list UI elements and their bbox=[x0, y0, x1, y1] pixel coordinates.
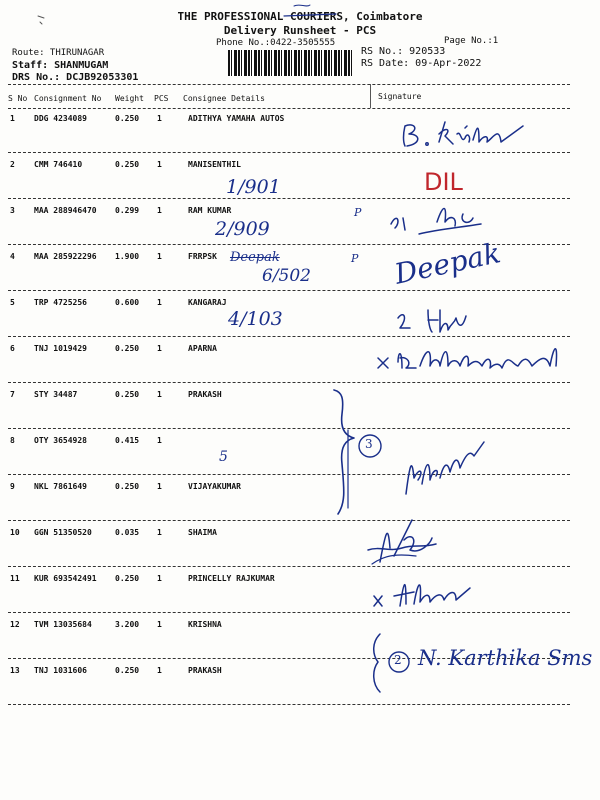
handwritten-note-row-3: 2/909 bbox=[215, 218, 270, 240]
cell-weight: 0.250 bbox=[115, 574, 140, 583]
cell-consignment: MAA 285922296 bbox=[34, 252, 97, 261]
cell-consignment: GGN 51350520 bbox=[34, 528, 92, 537]
cell-consignment: STY 34487 bbox=[34, 390, 78, 399]
handwritten-note-row-8: 5 bbox=[219, 449, 228, 465]
cell-consignment: TNJ 1031606 bbox=[34, 666, 87, 675]
cell-consignment: TVM 13035684 bbox=[34, 620, 92, 629]
pen-correction-mark bbox=[280, 2, 340, 20]
cell-weight: 0.600 bbox=[115, 298, 140, 307]
cell-pcs: 1 bbox=[157, 574, 162, 583]
cell-sno: 1 bbox=[10, 114, 15, 123]
cell-pcs: 1 bbox=[157, 344, 162, 353]
cell-consignment: TNJ 1019429 bbox=[34, 344, 87, 353]
col-consignment: Consignment No bbox=[34, 94, 102, 103]
cell-sno: 13 bbox=[10, 666, 20, 675]
cell-sno: 11 bbox=[10, 574, 20, 583]
cell-consignee: APARNA bbox=[188, 344, 217, 353]
cell-sno: 7 bbox=[10, 390, 15, 399]
signature-column-divider bbox=[370, 84, 371, 108]
cell-consignee: KRISHNA bbox=[188, 620, 222, 629]
staff: Staff: SHANMUGAM bbox=[12, 60, 109, 71]
group-count: 3 bbox=[365, 437, 373, 451]
cell-consignment: TRP 4725256 bbox=[34, 298, 87, 307]
runsheet-subtitle: Delivery Runsheet - PCS bbox=[223, 24, 377, 37]
col-weight: Weight bbox=[115, 94, 144, 103]
cell-weight: 0.415 bbox=[115, 436, 140, 445]
cell-pcs: 1 bbox=[157, 666, 162, 675]
cell-pcs: 1 bbox=[157, 620, 162, 629]
cell-weight: 0.250 bbox=[115, 482, 140, 491]
mark-row-4: P bbox=[351, 252, 359, 265]
cell-sno: 10 bbox=[10, 528, 20, 537]
drs-number: DRS No.: DCJB92053301 bbox=[12, 72, 139, 83]
cell-consignee: FRRPSK bbox=[188, 252, 217, 261]
cell-weight: 0.299 bbox=[115, 206, 140, 215]
signature-row-6 bbox=[372, 336, 577, 382]
cell-weight: 0.035 bbox=[115, 528, 140, 537]
col-signature: Signature bbox=[378, 92, 422, 101]
row-separator bbox=[8, 520, 570, 521]
signature-count: 2 bbox=[394, 653, 402, 667]
cell-consignee: KANGARAJ bbox=[188, 298, 227, 307]
cell-sno: 6 bbox=[10, 344, 15, 353]
cell-weight: 0.250 bbox=[115, 666, 140, 675]
signature-row-3 bbox=[385, 200, 505, 242]
signature-row-12: N. Karthika Sms bbox=[418, 646, 593, 670]
handwritten-note-row-2: 1/901 bbox=[226, 176, 281, 198]
cell-pcs: 1 bbox=[157, 482, 162, 491]
row-separator bbox=[8, 152, 570, 153]
cell-pcs: 1 bbox=[157, 528, 162, 537]
cell-consignee: VIJAYAKUMAR bbox=[188, 482, 241, 491]
route: Route: THIRUNAGAR bbox=[12, 48, 105, 58]
handwritten-note-row-5: 4/103 bbox=[228, 308, 283, 330]
cell-weight: 0.250 bbox=[115, 390, 140, 399]
signature-row-5 bbox=[392, 300, 482, 340]
cell-weight: 0.250 bbox=[115, 114, 140, 123]
cell-consignee: RAM KUMAR bbox=[188, 206, 232, 215]
row-separator bbox=[8, 290, 570, 291]
cell-sno: 4 bbox=[10, 252, 15, 261]
signature-row-10 bbox=[360, 510, 460, 572]
cell-consignment: CMM 746410 bbox=[34, 160, 83, 169]
handwritten-note-row-4: 6/502 bbox=[262, 266, 311, 286]
cell-sno: 9 bbox=[10, 482, 15, 491]
col-pcs: PCS bbox=[154, 94, 169, 103]
phone-number: Phone No.:0422-3505555 bbox=[216, 38, 336, 48]
cell-consignee: MANISENTHIL bbox=[188, 160, 241, 169]
cell-consignment: NKL 7861649 bbox=[34, 482, 87, 491]
row-separator bbox=[8, 704, 570, 705]
col-consignee: Consignee Details bbox=[183, 94, 265, 103]
signature-row-2: DIL bbox=[424, 168, 463, 196]
page-number: Page No.:1 bbox=[444, 36, 499, 46]
header-top-rule bbox=[8, 84, 570, 85]
cell-pcs: 1 bbox=[157, 114, 162, 123]
cell-sno: 2 bbox=[10, 160, 15, 169]
mark-row-3: P bbox=[354, 206, 362, 219]
cell-pcs: 1 bbox=[157, 160, 162, 169]
row-separator bbox=[8, 382, 570, 383]
cell-consignee: ADITHYA YAMAHA AUTOS bbox=[188, 114, 285, 123]
cell-consignment: OTY 3654928 bbox=[34, 436, 87, 445]
cell-consignee: PRINCELLY RAJKUMAR bbox=[188, 574, 275, 583]
barcode bbox=[228, 50, 352, 76]
cell-pcs: 1 bbox=[157, 436, 162, 445]
cell-consignee: PRAKASH bbox=[188, 666, 222, 675]
cell-consignment: DDG 4234089 bbox=[34, 114, 87, 123]
cell-consignee: SHAIMA bbox=[188, 528, 217, 537]
col-sno: S No bbox=[8, 94, 28, 103]
signature-row-1 bbox=[395, 112, 565, 152]
row-separator bbox=[8, 428, 570, 429]
scan-speck-marks bbox=[4, 4, 64, 34]
cell-pcs: 1 bbox=[157, 252, 162, 261]
cell-weight: 1.900 bbox=[115, 252, 140, 261]
rs-number: RS No.: 920533 bbox=[361, 46, 446, 57]
cell-weight: 3.200 bbox=[115, 620, 140, 629]
cell-weight: 0.250 bbox=[115, 344, 140, 353]
cell-sno: 5 bbox=[10, 298, 15, 307]
signature-row-4: Deepak bbox=[391, 236, 504, 291]
company-title: THE PROFESSIONAL COURIERS, Coimbatore bbox=[177, 10, 423, 23]
rs-date: RS Date: 09-Apr-2022 bbox=[361, 58, 482, 69]
cell-sno: 12 bbox=[10, 620, 20, 629]
header-bottom-rule bbox=[8, 108, 570, 109]
cell-pcs: 1 bbox=[157, 298, 162, 307]
signature-row-11 bbox=[370, 566, 490, 616]
cell-pcs: 1 bbox=[157, 390, 162, 399]
cell-consignee: PRAKASH bbox=[188, 390, 222, 399]
cell-consignment: MAA 288946470 bbox=[34, 206, 97, 215]
cell-weight: 0.250 bbox=[115, 160, 140, 169]
handwritten-name-row-4: Deepak bbox=[230, 250, 280, 265]
row-separator bbox=[8, 198, 570, 199]
cell-sno: 8 bbox=[10, 436, 15, 445]
cell-pcs: 1 bbox=[157, 206, 162, 215]
cell-consignment: KUR 693542491 bbox=[34, 574, 97, 583]
cell-sno: 3 bbox=[10, 206, 15, 215]
signature-row-9 bbox=[400, 432, 500, 502]
